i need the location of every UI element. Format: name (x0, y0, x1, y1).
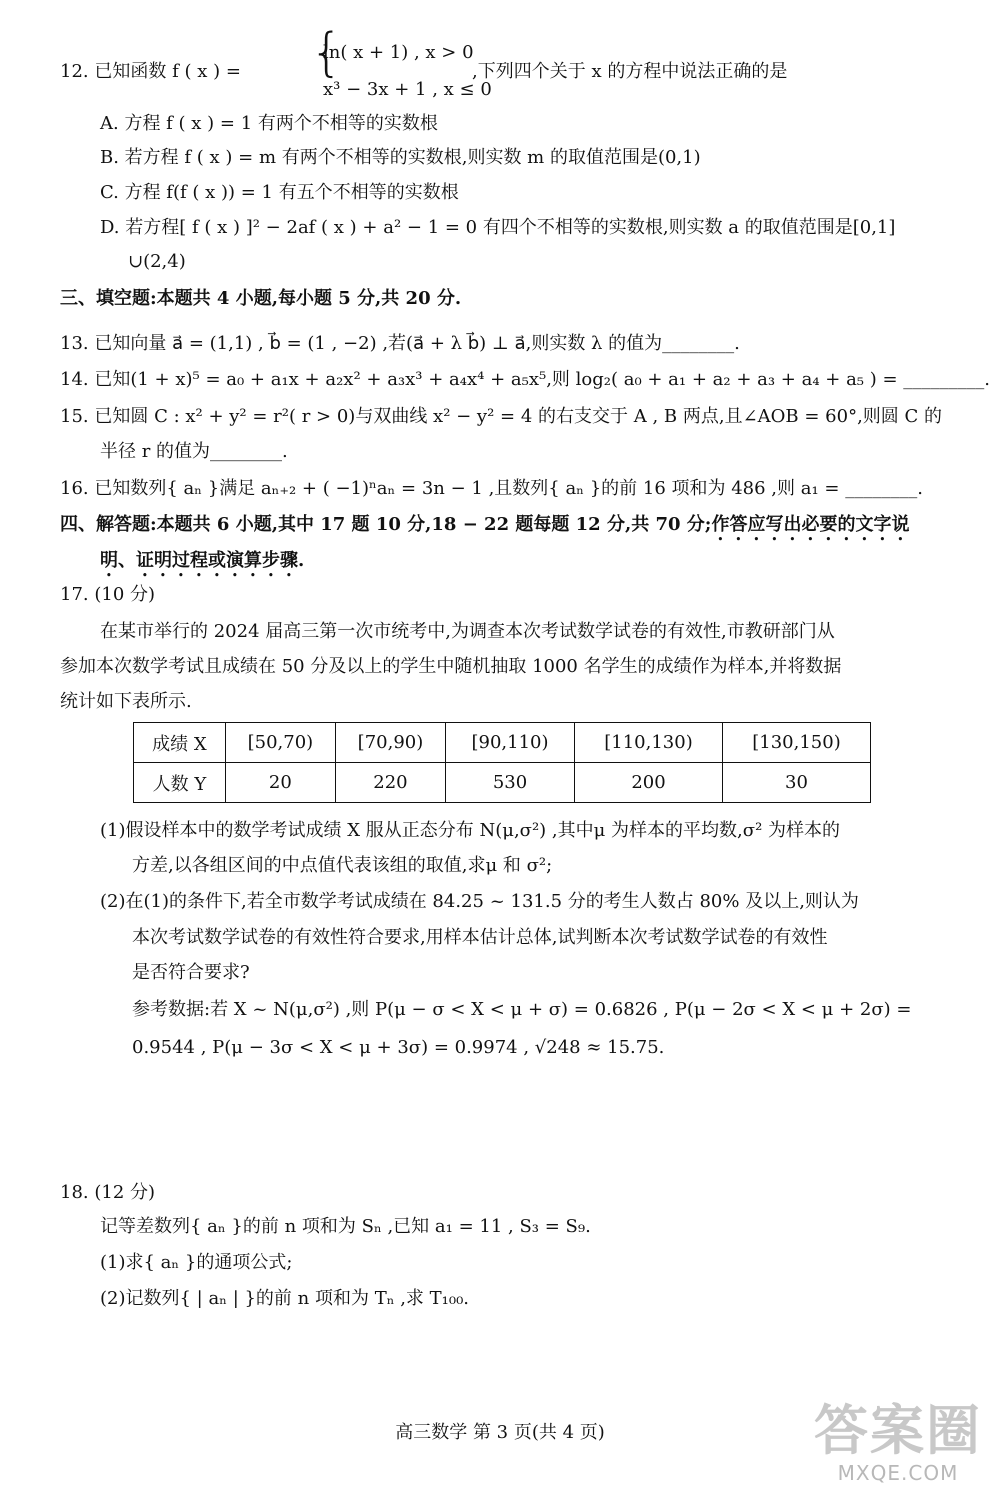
q17-intro-1: 在某市举行的 2024 届高三第一次市统考中,为调查本次考试数学试卷的有效性,市教研部门从 (100, 621, 835, 642)
q12-option-d: D. 若方程[ f ( x ) ]² − 2af ( x ) + a² − 1 = 0 有四个不相等的实数根,则实数 a 的取值范围是[0,1] (100, 217, 896, 238)
table-cell: [130,150) (722, 723, 870, 763)
table-head-score: 成绩 X (134, 723, 226, 763)
q12-option-a: A. 方程 f ( x ) = 1 有两个不相等的实数根 (100, 113, 438, 134)
piecewise-brace: { (310, 23, 344, 83)
q14: 14. 已知(1 + x)⁵ = a₀ + a₁x + a₂x² + a₃x³ + a₄x⁴ + a₅x⁵,则 log₂( a₀ + a₁ + a₂ + a₃ + a₄ + a₅ ) = _________. (60, 369, 991, 390)
watermark-title: 答案圈 (814, 1399, 982, 1462)
q18-line-1: 记等差数列{ aₙ }的前 n 项和为 Sₙ ,已知 a₁ = 11 , S₃ = S₉. (100, 1216, 591, 1237)
watermark-logo (814, 1401, 982, 1485)
table-cell: 30 (722, 763, 870, 803)
q17-part2-line-1: (2)在(1)的条件下,若全市数学考试成绩在 84.25 ~ 131.5 分的考生人数占 80% 及以上,则认为 (100, 891, 859, 912)
table-row (134, 763, 871, 803)
section4-heading-b: 作答应写出必要的文字说 (711, 514, 910, 535)
q12-option-c: C. 方程 f(f ( x )) = 1 有五个不相等的实数根 (100, 182, 459, 203)
table-cell: 200 (575, 763, 723, 803)
table-cell: 530 (446, 763, 575, 803)
q18-label: 18. (12 分) (60, 1182, 156, 1203)
q17-label: 17. (10 分) (60, 584, 156, 605)
table-cell: [70,90) (335, 723, 445, 763)
table-cell: 220 (335, 763, 445, 803)
q17-part1-line-2: 方差,以各组区间的中点值代表该组的取值,求μ 和 σ²; (132, 855, 553, 876)
q12-case-2: x³ − 3x + 1 , x ≤ 0 (323, 79, 492, 100)
section4-heading-line-2 (100, 548, 304, 581)
q18-line-2: (1)求{ aₙ }的通项公式; (100, 1252, 293, 1273)
q12-tail: ,下列四个关于 x 的方程中说法正确的是 (472, 61, 788, 82)
q17-part2-line-3: 是否符合要求? (132, 962, 250, 983)
q17-intro-3: 统计如下表所示. (60, 691, 192, 712)
q12-lead: 12. 已知函数 f ( x ) = (60, 61, 241, 82)
q15-line-2: 半径 r 的值为________. (100, 441, 288, 462)
q17-part1-line-1: (1)假设样本中的数学考试成绩 X 服从正态分布 N(μ,σ²) ,其中μ 为样本的平均数,σ² 为样本的 (100, 820, 841, 841)
q17-intro-2: 参加本次数学考试且成绩在 50 分及以上的学生中随机抽取 1000 名学生的成绩作为样本,并将数据 (60, 656, 842, 677)
section4-heading-end: . (298, 550, 305, 571)
section4-heading-a: 四、解答题:本题共 6 小题,其中 17 题 10 分,18 − 22 题每题 12 分,共 70 分; (60, 514, 712, 535)
table-row (134, 723, 871, 763)
q13: 13. 已知向量 a⃗ = (1,1) , b⃗ = (1 , −2) ,若(a⃗ + λ b⃗) ⊥ a⃗,则实数 λ 的值为________. (60, 333, 740, 354)
table-cell: 20 (225, 763, 335, 803)
q12-case-1: ln( x + 1) , x > 0 (323, 42, 474, 63)
q12-option-b: B. 若方程 f ( x ) = m 有两个不相等的实数根,则实数 m 的取值范围是(0,1) (100, 147, 701, 168)
score-table (133, 722, 871, 803)
q18-line-3: (2)记数列{ | aₙ | }的前 n 项和为 Tₙ ,求 T₁₀₀. (100, 1288, 470, 1309)
q15-line-1: 15. 已知圆 C : x² + y² = r²( r > 0)与双曲线 x² − y² = 4 的右支交于 A , B 两点,且∠AOB = 60°,则圆 C 的 (60, 406, 943, 427)
section3-heading: 三、填空题:本题共 4 小题,每小题 5 分,共 20 分. (60, 288, 462, 309)
table-cell: [50,70) (225, 723, 335, 763)
section4-heading-c: 明、证明过程或演算步骤 (100, 550, 298, 571)
q16: 16. 已知数列{ aₙ }满足 aₙ₊₂ + ( −1)ⁿaₙ = 3n − 1 ,且数列{ aₙ }的前 16 项和为 486 ,则 a₁ = ________. (60, 478, 923, 499)
table-cell: [110,130) (575, 723, 723, 763)
q17-ref-line-1: 参考数据:若 X ~ N(μ,σ²) ,则 P(μ − σ < X < μ + σ) = 0.6826 , P(μ − 2σ < X < μ + 2σ) = (132, 999, 912, 1020)
table-head-count: 人数 Y (134, 763, 226, 803)
q12-option-d-cont: ∪(2,4) (128, 251, 186, 272)
section4-heading-line-1 (60, 512, 909, 545)
table-cell: [90,110) (446, 723, 575, 763)
page-footer: 高三数学 第 3 页(共 4 页) (395, 1422, 605, 1443)
q17-part2-line-2: 本次考试数学试卷的有效性符合要求,用样本估计总体,试判断本次考试数学试卷的有效性 (132, 927, 828, 948)
watermark-domain: MXQE.COM (837, 1461, 959, 1485)
q17-ref-line-2: 0.9544 , P(μ − 3σ < X < μ + 3σ) = 0.9974 , √248 ≈ 15.75. (132, 1037, 665, 1058)
